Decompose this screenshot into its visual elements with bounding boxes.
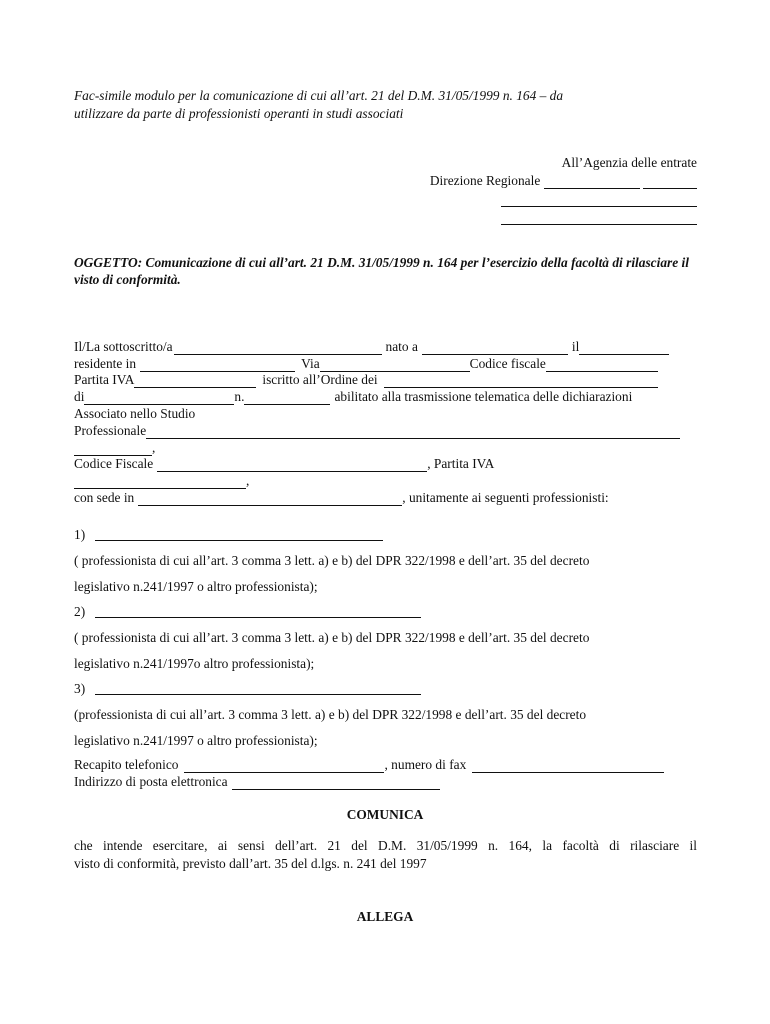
seat-field[interactable] <box>138 494 402 506</box>
address-field-1[interactable] <box>501 195 697 207</box>
label-of: di <box>74 389 85 405</box>
comunica-line-1: che intende esercitare, ai sensi dell’art. 21 del D.M. 31/05/1999 n. 164, la facoltà di rilasciare il <box>74 838 697 853</box>
label-n: n. <box>234 389 245 405</box>
tax-code-field[interactable] <box>546 360 658 372</box>
list-item <box>74 599 714 625</box>
professional-1-field[interactable] <box>95 529 383 541</box>
label-email: Indirizzo di posta elettronica <box>74 773 228 789</box>
comunica-line-2: visto di conformità, previsto dall’art. 35 del d.lgs. n. 241 del 1997 <box>74 856 427 871</box>
subject: OGGETTO: Comunicazione di cui all’art. 21 D.M. 31/05/1999 n. 164 per l’esercizio della facoltà di rilasciare il visto di conformità. <box>74 255 689 287</box>
item-desc: (professionista di cui all’art. 3 comma 3 lett. a) e b) del DPR 322/1998 e dell’art. 35 del decreto <box>74 707 587 723</box>
label-professional: Professionale <box>74 422 147 438</box>
item-desc: legislativo n.241/1997 o altro professionista); <box>74 732 318 748</box>
fax-field[interactable] <box>472 761 664 773</box>
document-title <box>74 87 563 123</box>
item-desc: legislativo n.241/1997 o altro professionista); <box>74 578 318 594</box>
email-field[interactable] <box>232 778 440 790</box>
label-tax-code: Codice fiscale <box>469 355 546 371</box>
declarant-form <box>74 338 696 506</box>
allega-heading: ALLEGA <box>356 909 414 924</box>
item-number: 3) <box>74 681 86 697</box>
label-seat: con sede in <box>74 489 135 505</box>
title-line-2: utilizzare da parte di professionisti operanti in studi associati <box>74 106 404 121</box>
studio-name-field-cont[interactable] <box>74 444 152 456</box>
professional-3-field[interactable] <box>95 683 421 695</box>
label-resident: residente in <box>74 355 137 371</box>
studio-vat-field[interactable] <box>74 477 246 489</box>
label-phone: Recapito telefonico <box>74 756 179 772</box>
vat-field[interactable] <box>134 376 256 388</box>
comma-1: , <box>152 439 156 455</box>
birthdate-field[interactable] <box>579 343 669 355</box>
street-field[interactable] <box>320 360 470 372</box>
registration-number-field[interactable] <box>244 393 330 405</box>
professionals-list <box>74 522 714 753</box>
label-subscriber: Il/La sottoscritto/a <box>74 338 173 354</box>
recipient-address <box>430 153 697 225</box>
order-field[interactable] <box>384 376 658 388</box>
address-field-2[interactable] <box>501 213 697 225</box>
item-number: 2) <box>74 604 86 620</box>
label-enabled: abilitato alla trasmissione telematica delle dichiarazioni <box>334 389 633 405</box>
label-via: Via <box>301 355 320 371</box>
phone-field[interactable] <box>184 761 384 773</box>
professional-2-field[interactable] <box>95 606 421 618</box>
recipient-line-2: Direzione Regionale <box>429 173 541 188</box>
comma-2: , <box>246 473 250 489</box>
name-field[interactable] <box>174 343 382 355</box>
comunica-paragraph <box>74 837 697 873</box>
label-together: , unitamente ai seguenti professionisti: <box>402 489 609 505</box>
region-field[interactable] <box>544 177 640 189</box>
label-tax-code-2: Codice Fiscale <box>74 456 154 472</box>
region-field-2[interactable] <box>643 177 697 189</box>
comunica-heading: COMUNICA <box>346 807 424 822</box>
item-desc: ( professionista di cui all’art. 3 comma 3 lett. a) e b) del DPR 322/1998 e dell’art. 35 del decreto <box>74 553 590 569</box>
label-associate: Associato nello Studio <box>74 405 196 421</box>
title-line-1: Fac-simile modulo per la comunicazione di cui all’art. 21 del D.M. 31/05/1999 n. 164 – da <box>74 88 564 103</box>
studio-name-field[interactable] <box>146 427 680 439</box>
label-born: nato a <box>385 338 418 354</box>
contacts <box>74 756 696 790</box>
label-on: il <box>571 338 580 354</box>
recipient-line-1: All’Agenzia delle entrate <box>561 155 697 170</box>
item-number: 1) <box>74 527 86 543</box>
studio-tax-code-field[interactable] <box>157 460 427 472</box>
item-desc: ( professionista di cui all’art. 3 comma 3 lett. a) e b) del DPR 322/1998 e dell’art. 35 del decreto <box>74 630 590 646</box>
label-vat: Partita IVA <box>74 372 135 388</box>
residence-field[interactable] <box>140 360 295 372</box>
label-fax: , numero di fax <box>384 756 467 772</box>
item-desc: legislativo n.241/1997o altro professionista); <box>74 655 315 671</box>
list-item <box>74 676 714 702</box>
birthplace-field[interactable] <box>422 343 568 355</box>
list-item <box>74 522 714 548</box>
order-place-field[interactable] <box>84 393 234 405</box>
label-vat-2: , Partita IVA <box>427 456 495 472</box>
label-registered: iscritto all’Ordine dei <box>262 372 378 388</box>
